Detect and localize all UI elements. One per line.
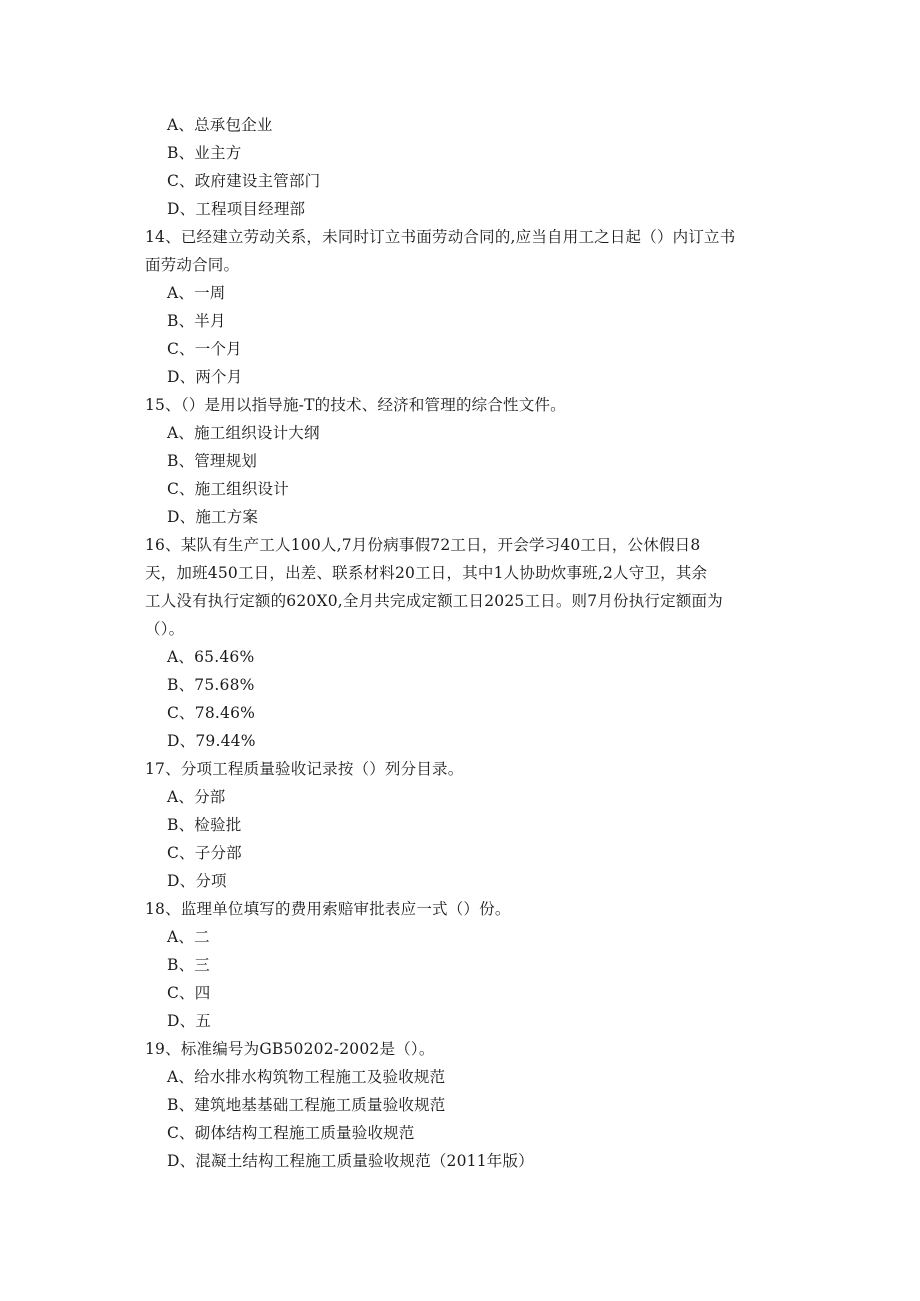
question-19	[145, 1035, 785, 1175]
previous-question-options	[145, 111, 785, 223]
option-a: A、一周	[167, 284, 226, 302]
option-d: D、79.44%	[167, 732, 256, 750]
option-b: B、建筑地基基础工程施工质量验收规范	[167, 1096, 446, 1114]
question-text: 14、已经建立劳动关系，未同时订立书面劳动合同的,应当自用工之日起（）内订立书	[145, 228, 736, 246]
option-d: D、混凝土结构工程施工质量验收规范（2011年版）	[167, 1152, 534, 1170]
question-text: 17、分项工程质量验收记录按（）列分目录。	[145, 760, 464, 778]
option-a: A、65.46%	[167, 648, 255, 666]
question-text: 15、（）是用以指导施-T的技术、经济和管理的综合性文件。	[145, 396, 566, 414]
question-text: （）。	[145, 620, 185, 638]
option-b: B、管理规划	[167, 452, 258, 470]
option-d: D、五	[167, 1012, 212, 1030]
question-text: 19、标准编号为GB50202-2002是（）。	[145, 1040, 435, 1058]
option-b: B、业主方	[167, 144, 242, 162]
question-18	[145, 895, 785, 1035]
option-b: B、半月	[167, 312, 226, 330]
option-c: C、四	[167, 984, 211, 1002]
option-d: D、施工方案	[167, 508, 259, 526]
question-text: 天，加班450工日，出差、联系材料20工日，其中1人协助炊事班,2人守卫，其余	[145, 564, 708, 582]
option-a: A、总承包企业	[167, 116, 273, 134]
option-c: C、砌体结构工程施工质量验收规范	[167, 1124, 415, 1142]
question-text: 工人没有执行定额的620X0,全月共完成定额工日2025工日。则7月份执行定额面为	[145, 592, 723, 610]
question-14	[145, 223, 785, 391]
option-c: C、一个月	[167, 340, 242, 358]
option-b: B、三	[167, 956, 210, 974]
option-c: C、政府建设主管部门	[167, 172, 321, 190]
option-b: B、检验批	[167, 816, 242, 834]
option-d: D、两个月	[167, 368, 243, 386]
question-text: 18、监理单位填写的费用索赔审批表应一式（）份。	[145, 900, 511, 918]
question-15	[145, 391, 785, 531]
question-list	[145, 111, 785, 1175]
question-text: 16、某队有生产工人100人,7月份病事假72工日，开会学习40工日，公休假日8	[145, 536, 701, 554]
option-a: A、施工组织设计大纲	[167, 424, 320, 442]
option-d: D、分项	[167, 872, 227, 890]
option-d: D、工程项目经理部	[167, 200, 306, 218]
option-a: A、给水排水构筑物工程施工及验收规范	[167, 1068, 446, 1086]
option-c: C、子分部	[167, 844, 242, 862]
question-17	[145, 755, 785, 895]
option-c: C、78.46%	[167, 704, 256, 722]
option-a: A、二	[167, 928, 210, 946]
question-text: 面劳动合同。	[145, 256, 240, 274]
question-16	[145, 531, 785, 755]
option-a: A、分部	[167, 788, 226, 806]
option-b: B、75.68%	[167, 676, 255, 694]
option-c: C、施工组织设计	[167, 480, 289, 498]
